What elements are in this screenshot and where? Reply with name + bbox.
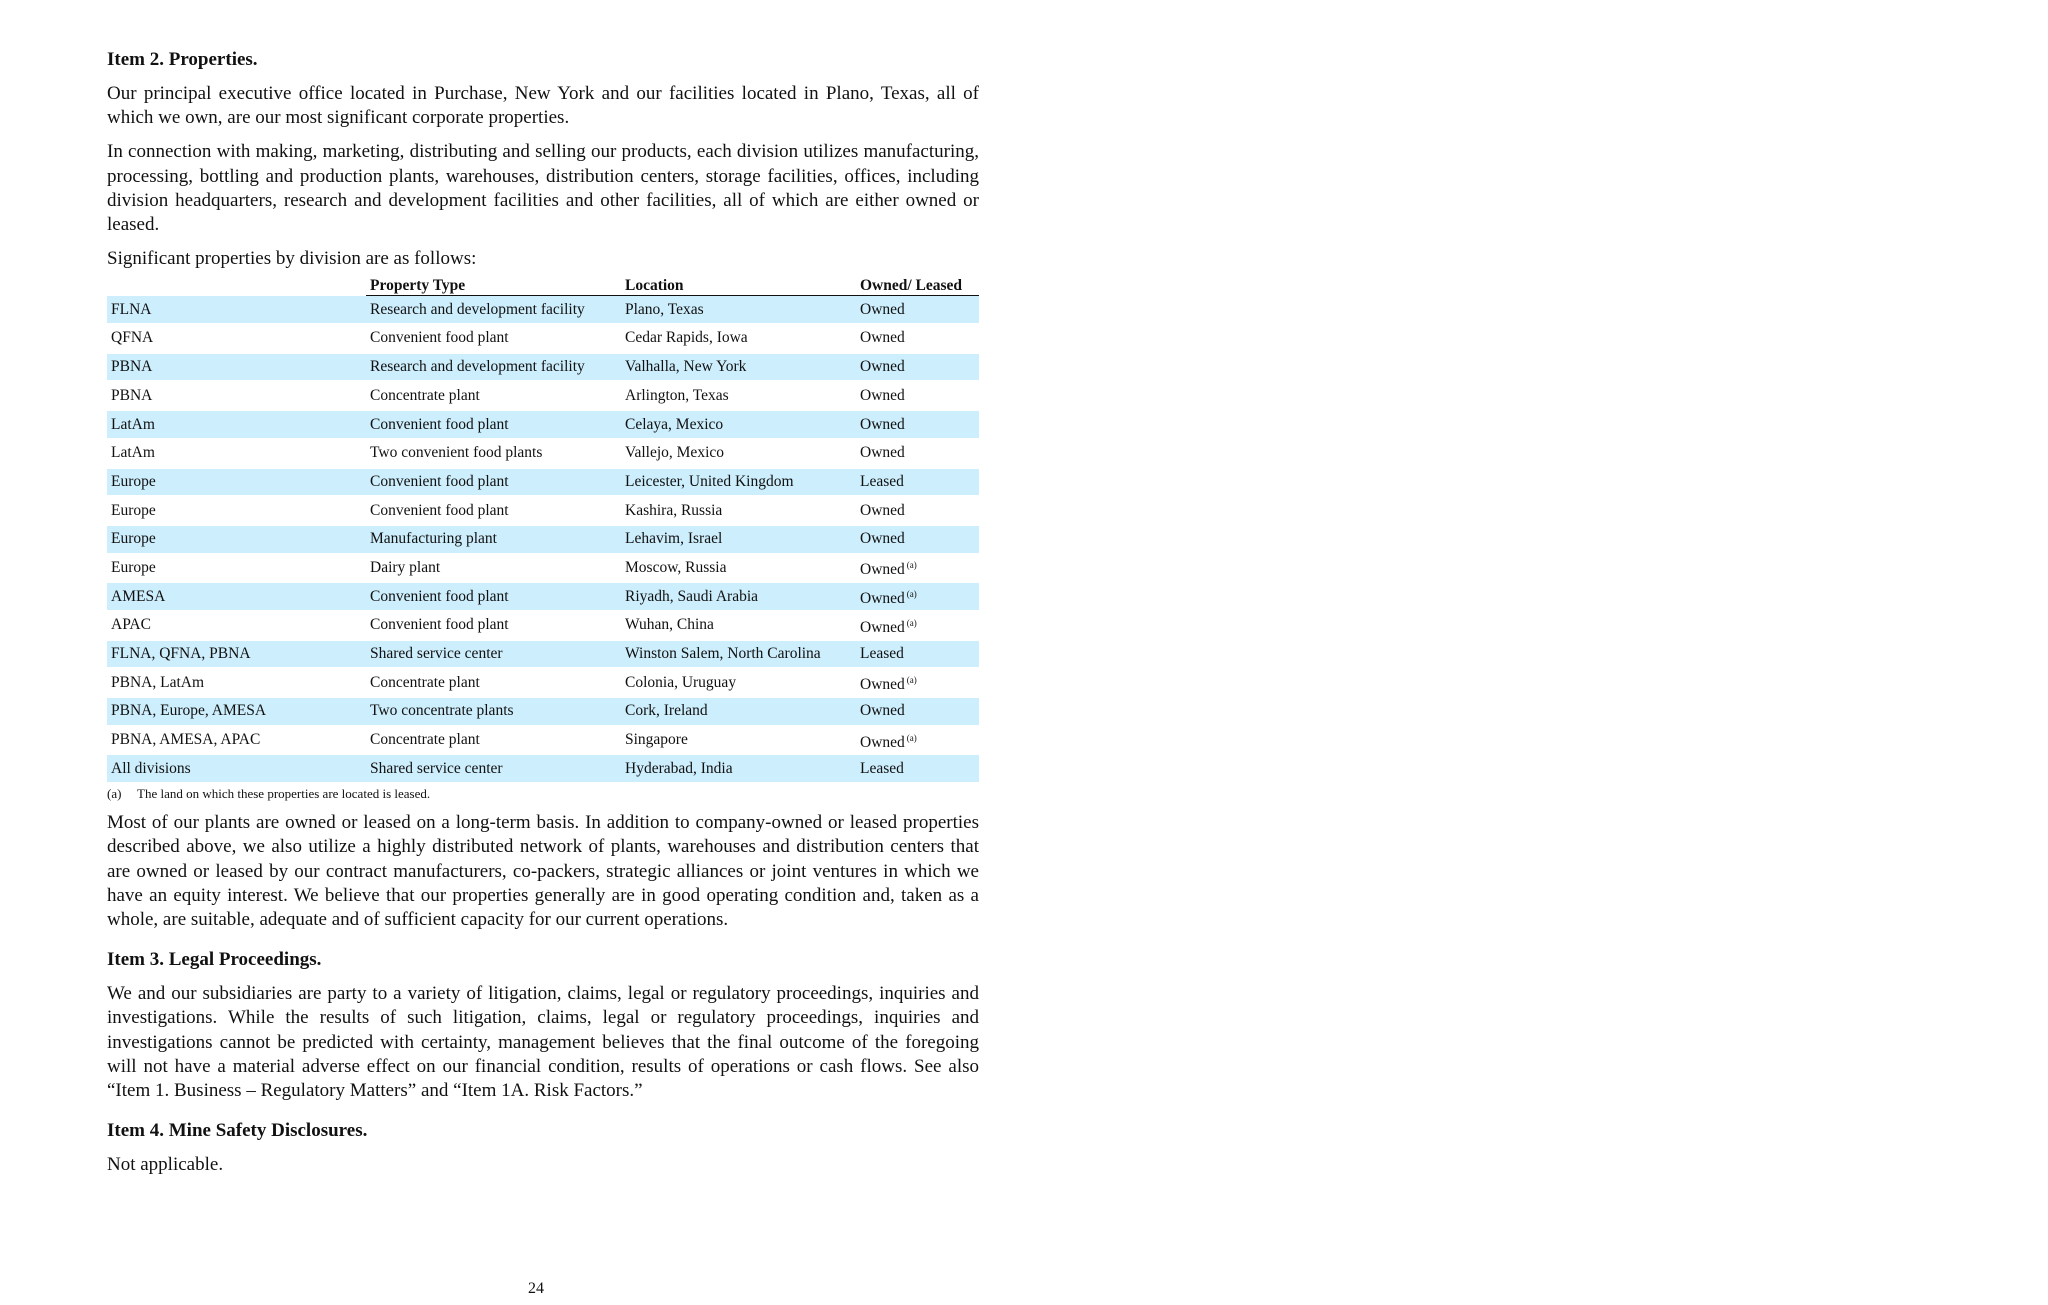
cell-owned-leased	[856, 496, 979, 525]
item2-paragraph-2: In connection with making, marketing, distributing and selling our products, each division utilizes manufacturing, processing, bottling and production plants, warehouses, distribution centers, storage facilities, offices, including division headquarters, research and development facilities and other facilities, all of which are either owned or leased.	[107, 141, 979, 236]
cell-location: Plano, Texas	[621, 296, 856, 324]
table-row	[107, 296, 979, 324]
ownership-status: Owned	[860, 618, 905, 636]
cell-property-type: Concentrate plant	[366, 726, 621, 755]
cell-location: Winston Salem, North Carolina	[621, 640, 856, 669]
table-row	[107, 554, 979, 583]
cell-location: Riyadh, Saudi Arabia	[621, 582, 856, 611]
cell-property-type: Shared service center	[366, 640, 621, 669]
cell-location: Singapore	[621, 726, 856, 755]
cell-owned-leased	[856, 611, 979, 640]
table-row	[107, 381, 979, 410]
ownership-status: Owned	[860, 702, 905, 720]
cell-property-type: Convenient food plant	[366, 611, 621, 640]
cell-division: PBNA, Europe, AMESA	[107, 697, 366, 726]
cell-division: PBNA	[107, 381, 366, 410]
ownership-status: Leased	[860, 645, 904, 663]
table-row	[107, 410, 979, 439]
cell-property-type: Convenient food plant	[366, 410, 621, 439]
footnote-reference: (a)	[906, 675, 917, 686]
cell-property-type: Convenient food plant	[366, 468, 621, 497]
table-row	[107, 496, 979, 525]
table-row	[107, 439, 979, 468]
ownership-status: Owned	[860, 733, 905, 751]
ownership-status: Owned	[860, 501, 905, 519]
cell-division: AMESA	[107, 582, 366, 611]
footnote-reference: (a)	[906, 560, 917, 571]
ownership-status: Owned	[860, 676, 905, 694]
cell-property-type: Shared service center	[366, 754, 621, 782]
cell-location: Hyderabad, India	[621, 754, 856, 782]
cell-location: Cork, Ireland	[621, 697, 856, 726]
cell-location: Valhalla, New York	[621, 353, 856, 382]
cell-owned-leased	[856, 697, 979, 726]
cell-owned-leased	[856, 381, 979, 410]
table-row	[107, 640, 979, 669]
table-row	[107, 582, 979, 611]
cell-owned-leased	[856, 525, 979, 554]
cell-owned-leased	[856, 324, 979, 353]
ownership-status: Leased	[860, 472, 904, 490]
table-row	[107, 468, 979, 497]
footnote-reference: (a)	[906, 732, 917, 743]
cell-owned-leased	[856, 754, 979, 782]
cell-property-type: Convenient food plant	[366, 582, 621, 611]
cell-location: Moscow, Russia	[621, 554, 856, 583]
cell-division: Europe	[107, 468, 366, 497]
cell-division: FLNA, QFNA, PBNA	[107, 640, 366, 669]
ownership-status: Owned	[860, 386, 905, 404]
table-footnote	[107, 785, 979, 803]
header-division	[107, 275, 366, 296]
cell-property-type: Dairy plant	[366, 554, 621, 583]
cell-division: APAC	[107, 611, 366, 640]
cell-owned-leased	[856, 640, 979, 669]
table-row	[107, 353, 979, 382]
cell-division: Europe	[107, 554, 366, 583]
ownership-status: Owned	[860, 300, 905, 318]
cell-property-type: Convenient food plant	[366, 324, 621, 353]
cell-division: PBNA	[107, 353, 366, 382]
footnote-mark: (a)	[107, 786, 122, 802]
cell-location: Arlington, Texas	[621, 381, 856, 410]
page-number: 24	[528, 1280, 544, 1297]
item3-heading: Item 3. Legal Proceedings.	[107, 949, 322, 971]
ownership-status: Owned	[860, 444, 905, 462]
cell-owned-leased	[856, 726, 979, 755]
properties-table	[107, 275, 979, 782]
item4-heading: Item 4. Mine Safety Disclosures.	[107, 1120, 368, 1142]
cell-property-type: Manufacturing plant	[366, 525, 621, 554]
footnote-reference: (a)	[906, 589, 917, 600]
cell-division: PBNA, LatAm	[107, 668, 366, 697]
table-row	[107, 697, 979, 726]
cell-property-type: Concentrate plant	[366, 668, 621, 697]
ownership-status: Owned	[860, 590, 905, 608]
header-location: Location	[621, 275, 856, 296]
cell-owned-leased	[856, 582, 979, 611]
cell-division: LatAm	[107, 439, 366, 468]
cell-location: Lehavim, Israel	[621, 525, 856, 554]
cell-location: Vallejo, Mexico	[621, 439, 856, 468]
cell-location: Colonia, Uruguay	[621, 668, 856, 697]
cell-division: PBNA, AMESA, APAC	[107, 726, 366, 755]
cell-division: LatAm	[107, 410, 366, 439]
header-owned-leased: Owned/ Leased	[856, 275, 979, 296]
ownership-status: Owned	[860, 561, 905, 579]
cell-division: All divisions	[107, 754, 366, 782]
cell-owned-leased	[856, 468, 979, 497]
table-row	[107, 668, 979, 697]
table-row	[107, 754, 979, 782]
ownership-status: Owned	[860, 329, 905, 347]
cell-property-type: Concentrate plant	[366, 381, 621, 410]
item2-paragraph-3: Significant properties by division are as follows:	[107, 248, 477, 270]
cell-property-type: Research and development facility	[366, 353, 621, 382]
cell-owned-leased	[856, 410, 979, 439]
cell-location: Leicester, United Kingdom	[621, 468, 856, 497]
cell-property-type: Convenient food plant	[366, 496, 621, 525]
cell-location: Wuhan, China	[621, 611, 856, 640]
ownership-status: Owned	[860, 358, 905, 376]
table-row	[107, 525, 979, 554]
cell-property-type: Two concentrate plants	[366, 697, 621, 726]
properties-closing-paragraph: Most of our plants are owned or leased on a long-term basis. In addition to company-owned or leased properties described above, we also utilize a highly distributed network of plants, warehouses and distribution centers that are owned or leased by our contract manufacturers, co-packers, strategic alliances or joint ventures in which we have an equity interest. We believe that our properties generally are in good operating condition and, taken as a whole, are suitable, adequate and of sufficient capacity for our current operations.	[107, 812, 979, 930]
table-row	[107, 611, 979, 640]
cell-owned-leased	[856, 296, 979, 324]
cell-location: Kashira, Russia	[621, 496, 856, 525]
cell-location: Celaya, Mexico	[621, 410, 856, 439]
table-row	[107, 324, 979, 353]
cell-owned-leased	[856, 554, 979, 583]
table-body	[107, 296, 979, 782]
item2-heading: Item 2. Properties.	[107, 49, 258, 70]
item3-paragraph: We and our subsidiaries are party to a variety of litigation, claims, legal or regulatory proceedings, inquiries and investigations. While the results of such litigation, claims, legal or regulatory proceedings, inquiries and investigations cannot be predicted with certainty, management believes that the final outcome of the foregoing will not have a material adverse effect on our financial condition, results of operations or cash flows. See also “Item 1. Business – Regulatory Matters” and “Item 1A. Risk Factors.”	[107, 983, 979, 1101]
header-property-type: Property Type	[366, 275, 621, 296]
cell-division: Europe	[107, 496, 366, 525]
item4-paragraph: Not applicable.	[107, 1154, 224, 1176]
table-header-row	[107, 275, 979, 296]
footnote-reference: (a)	[906, 617, 917, 628]
document-page	[107, 48, 979, 1187]
cell-property-type: Research and development facility	[366, 296, 621, 324]
cell-owned-leased	[856, 439, 979, 468]
cell-owned-leased	[856, 353, 979, 382]
ownership-status: Leased	[860, 759, 904, 777]
cell-property-type: Two convenient food plants	[366, 439, 621, 468]
cell-owned-leased	[856, 668, 979, 697]
footnote-text: The land on which these properties are located is leased.	[137, 786, 431, 802]
cell-division: FLNA	[107, 296, 366, 324]
table-row	[107, 726, 979, 755]
item2-paragraph-1: Our principal executive office located in Purchase, New York and our facilities located in Plano, Texas, all of which we own, are our most significant corporate properties.	[107, 83, 979, 129]
cell-division: QFNA	[107, 324, 366, 353]
cell-location: Cedar Rapids, Iowa	[621, 324, 856, 353]
ownership-status: Owned	[860, 530, 905, 548]
ownership-status: Owned	[860, 415, 905, 433]
cell-division: Europe	[107, 525, 366, 554]
